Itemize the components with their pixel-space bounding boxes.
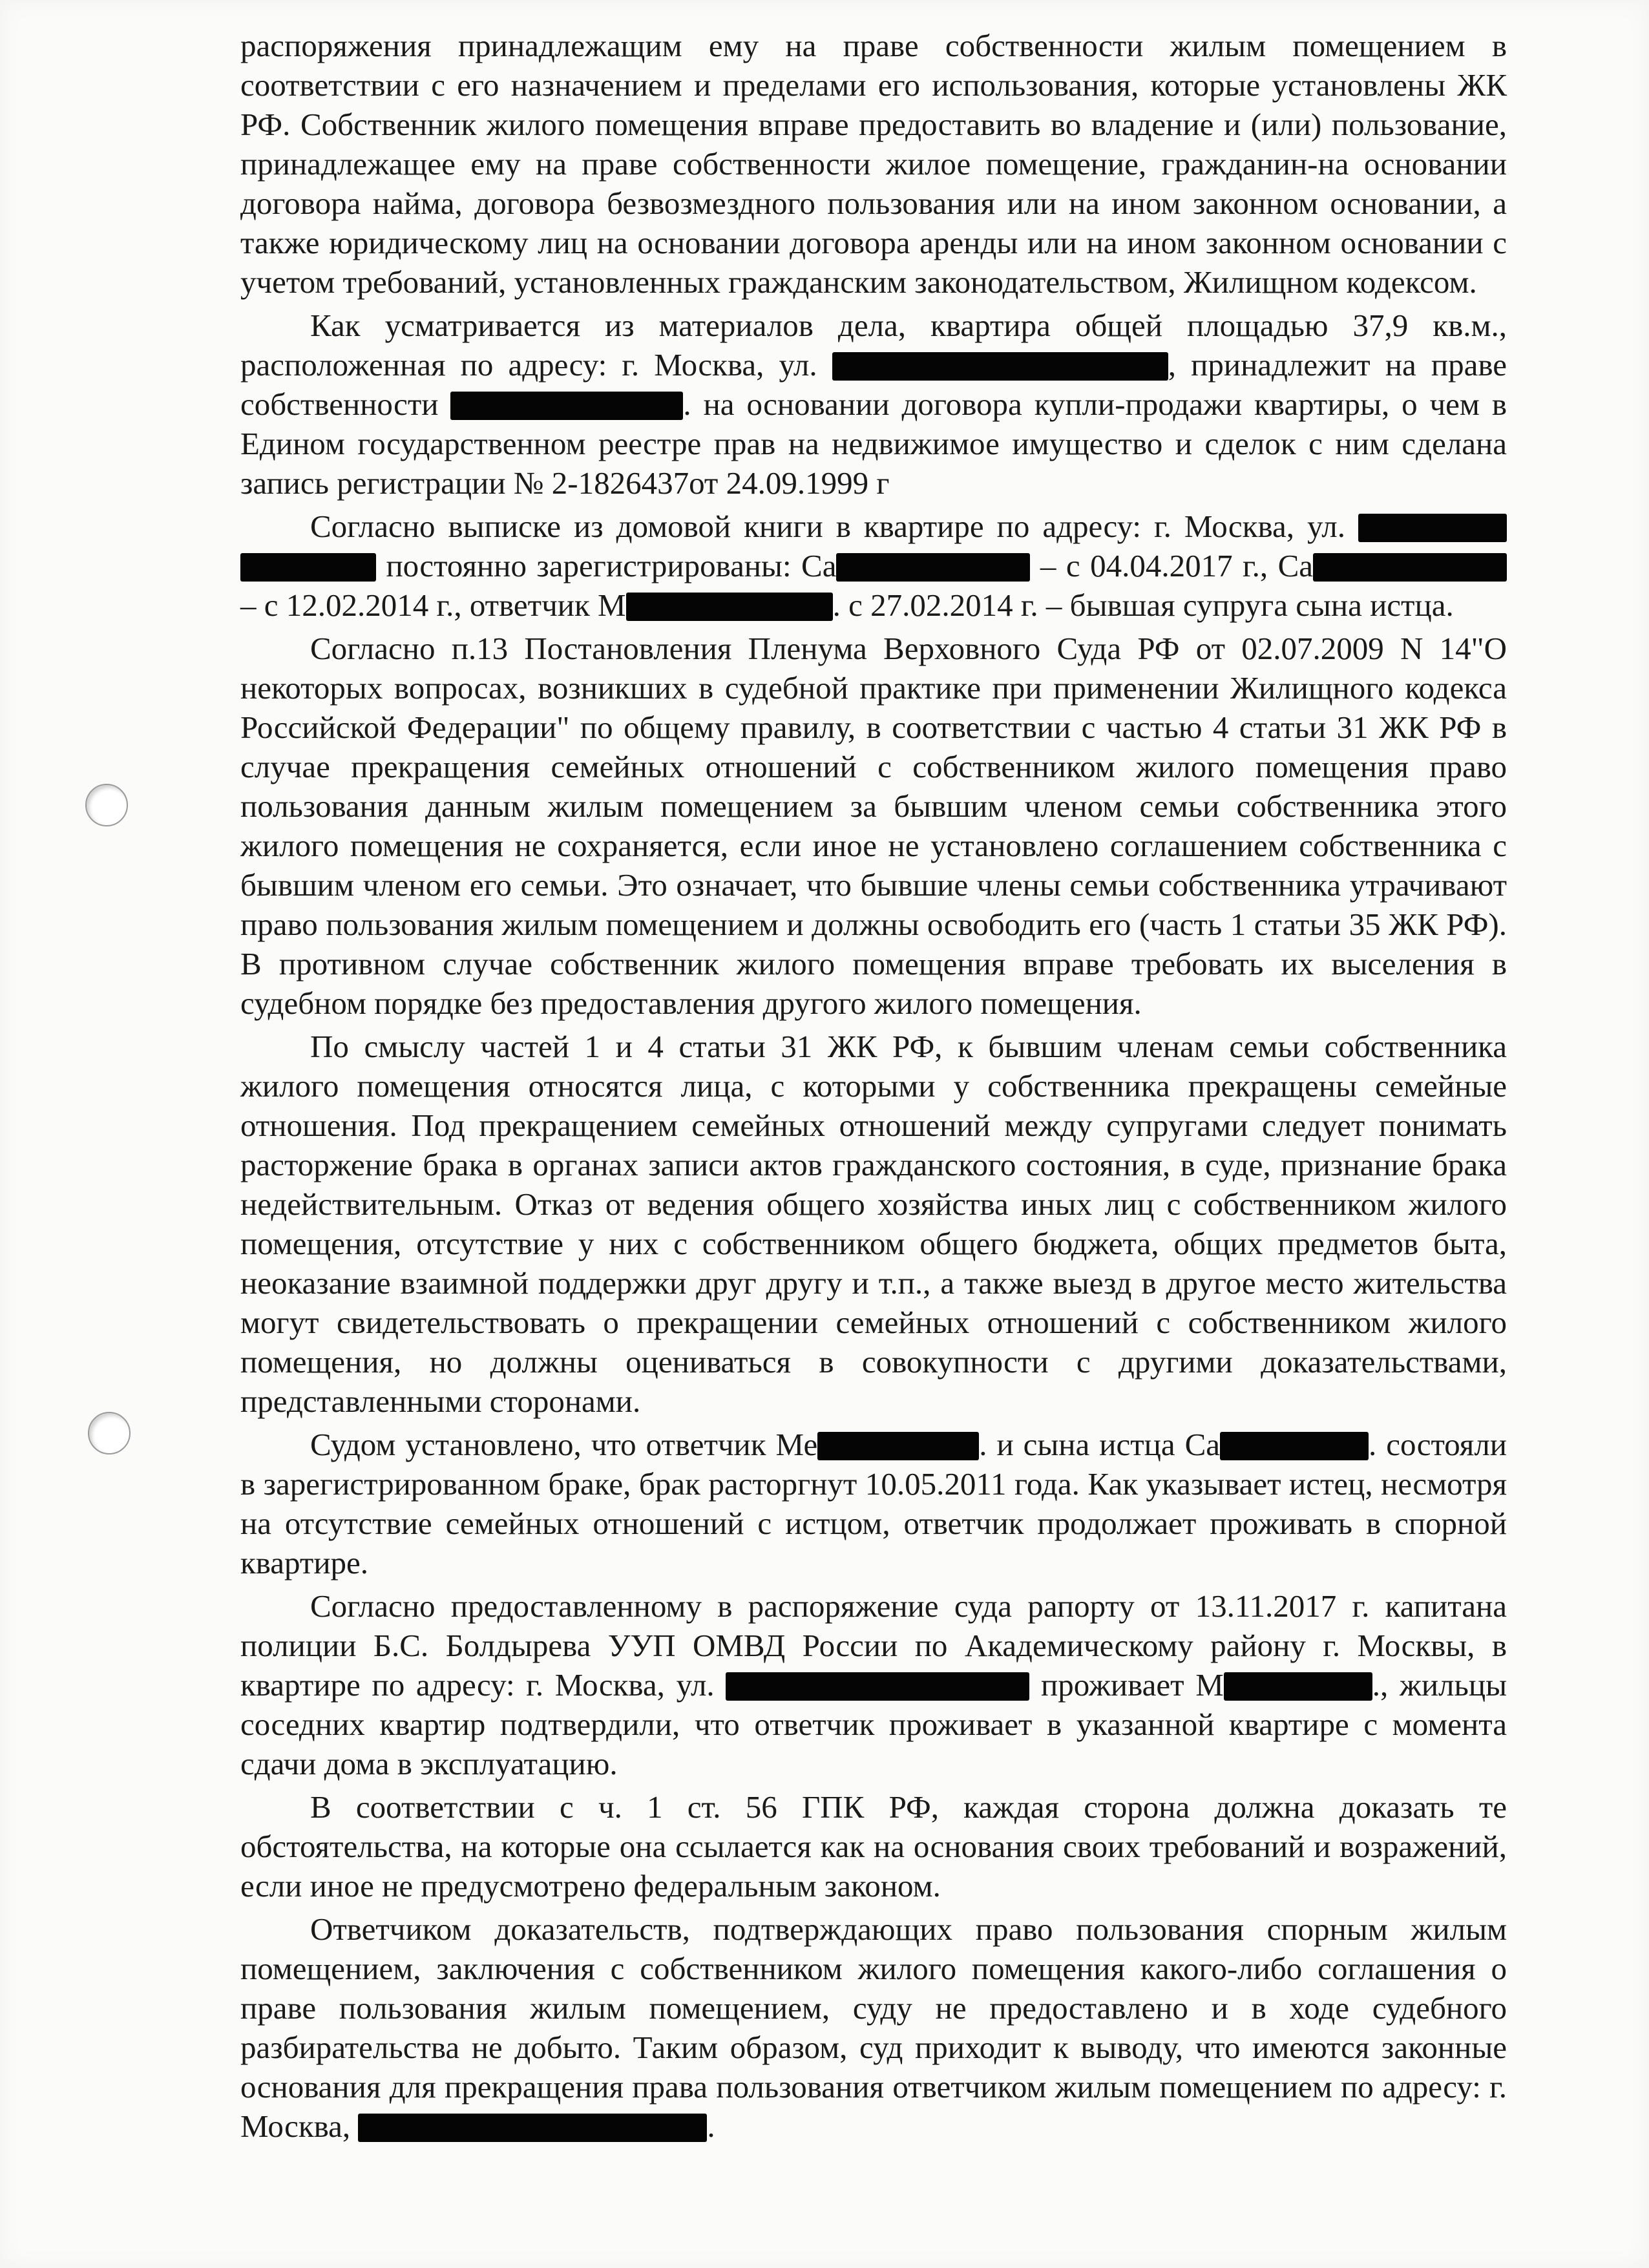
text-segment: постоянно зарегистрированы: Са xyxy=(376,548,837,583)
paragraph xyxy=(240,26,1507,302)
paragraph xyxy=(240,507,1507,625)
paragraph xyxy=(240,629,1507,1023)
text-segment: В соответствии с ч. 1 ст. 56 ГПК РФ, каждая сторона должна доказать те обстоятельства, на которые она ссылается как на основания своих требований и возражений, если иное не предусмотрено федеральным законом. xyxy=(240,1789,1507,1904)
text-segment: Ответчиком доказательств, подтверждающих право пользования спорным жилым помещением, заключения с собственником жилого помещения какого-либо соглашения о праве пользования жилым помещением, суду не предоставлено и в ходе судебного разбирательства не добыто. Таким образом, суд приходит к выводу, что имеются законные основания для прекращения права пользования ответчиком жилым помещением по адресу: г. Москва, xyxy=(240,1911,1507,2144)
redaction-block xyxy=(450,392,683,420)
paragraph xyxy=(240,1787,1507,1906)
paragraph xyxy=(240,1586,1507,1783)
paragraph xyxy=(240,1425,1507,1582)
redaction-block xyxy=(726,1672,1029,1701)
text-segment: Согласно п.13 Постановления Пленума Верховного Суда РФ от 02.07.2009 N 14"О некоторых вопросах, возникших в судебной практике при применении Жилищного кодекса Российской Федерации" по общему правилу, в соответствии с частью 4 статьи 31 ЖК РФ в случае прекращения семейных отношений с собственником жилого помещения право пользования данным жилым помещением за бывшим членом семьи собственника этого жилого помещения не сохраняется, если иное не установлено соглашением собственника с бывшим членом его семьи. Это означает, что бывшие члены семьи собственника утрачивают право пользования жилым помещением и должны освободить его (часть 1 статьи 35 ЖК РФ). В противном случае собственник жилого помещения вправе требовать их выселения в судебном порядке без предоставления другого жилого помещения. xyxy=(240,631,1507,1021)
redaction-block xyxy=(1224,1672,1372,1701)
paragraph xyxy=(240,306,1507,503)
text-segment: . xyxy=(707,2108,715,2144)
redaction-block xyxy=(358,2114,707,2142)
redaction-block xyxy=(240,553,376,582)
paragraph xyxy=(240,1909,1507,2146)
paragraph xyxy=(240,1027,1507,1421)
text-segment: Как усматривается из материалов дела, квартира общей площадью 37,9 кв.м., расположенная по адресу: г. Москва, ул. xyxy=(240,308,1507,383)
redaction-block xyxy=(626,593,833,621)
text-segment: – с 12.02.2014 г., ответчик М xyxy=(240,587,626,623)
text-segment: проживает М xyxy=(1029,1667,1224,1703)
redaction-block xyxy=(1358,514,1507,542)
document-body xyxy=(240,26,1507,2150)
text-segment: Согласно предоставленному в распоряжение суда рапорту от 13.11.2017 г. капитана полиции Б.С. Болдырева УУП ОМВД России по Академическому району г. Москвы, в квартире по адресу: г. Москва, ул. xyxy=(240,1588,1507,1703)
text-segment: , принадлежит на праве собственности xyxy=(240,347,1507,422)
redaction-block xyxy=(1313,553,1507,582)
text-segment: . состояли в зарегистрированном браке, брак расторгнут 10.05.2011 года. Как указывает истец, несмотря на отсутствие семейных отношений с истцом, ответчик продолжает проживать в спорной квартире. xyxy=(240,1427,1507,1580)
text-segment: По смыслу частей 1 и 4 статьи 31 ЖК РФ, к бывшим членам семьи собственника жилого помещения относятся лица, с которыми у собственника прекращены семейные отношения. Под прекращением семейных отношений между супругами следует понимать расторжение брака в органах записи актов гражданского состояния, в суде, признание брака недействительным. Отказ от ведения общего хозяйства иных лиц с собственником жилого помещения, отсутствие у них с собственником общего бюджета, общих предметов быта, неоказание взаимной поддержки друг другу и т.п., а также выезд в другое место жительства могут свидетельствовать о прекращении семейных отношений с собственником жилого помещения, но должны оцениваться в совокупности с другими доказательствами, представленными сторонами. xyxy=(240,1029,1507,1419)
punch-hole-bottom xyxy=(88,1412,131,1454)
redaction-block xyxy=(817,1432,979,1460)
text-segment: . с 27.02.2014 г. – бывшая супруга сына истца. xyxy=(832,587,1454,623)
text-segment: . на основании договора купли-продажи квартиры, о чем в Едином государственном реестре прав на недвижимое имущество и сделок с ним сделана запись регистрации № 2-1826437от 24.09.1999 г xyxy=(240,386,1507,501)
text-segment: ., жильцы соседних квартир подтвердили, что ответчик проживает в указанной квартире с момента сдачи дома в эксплуатацию. xyxy=(240,1667,1507,1781)
text-segment: – с 04.04.2017 г., Са xyxy=(1030,548,1313,583)
redaction-block xyxy=(836,553,1030,582)
redaction-block xyxy=(1220,1432,1369,1460)
text-segment: Судом установлено, что ответчик Ме xyxy=(310,1427,818,1462)
text-segment: . и сына истца Са xyxy=(979,1427,1221,1462)
text-segment: распоряжения принадлежащим ему на праве собственности жилым помещением в соответствии с его назначением и пределами его использования, которые установлены ЖК РФ. Собственник жилого помещения вправе предоставить во владение и (или) пользование, принадлежащее ему на праве собственности жилое помещение, гражданин-на основании договора найма, договора безвозмездного пользования или на ином законном основании, а также юридическому лиц на основании договора аренды или на ином законном основании с учетом требований, установленных гражданским законодательством, Жилищном кодексом. xyxy=(240,28,1507,300)
redaction-block xyxy=(832,352,1168,381)
punch-hole-top xyxy=(85,784,128,826)
text-segment: Согласно выписке из домовой книги в квартире по адресу: г. Москва, ул. xyxy=(310,509,1358,544)
